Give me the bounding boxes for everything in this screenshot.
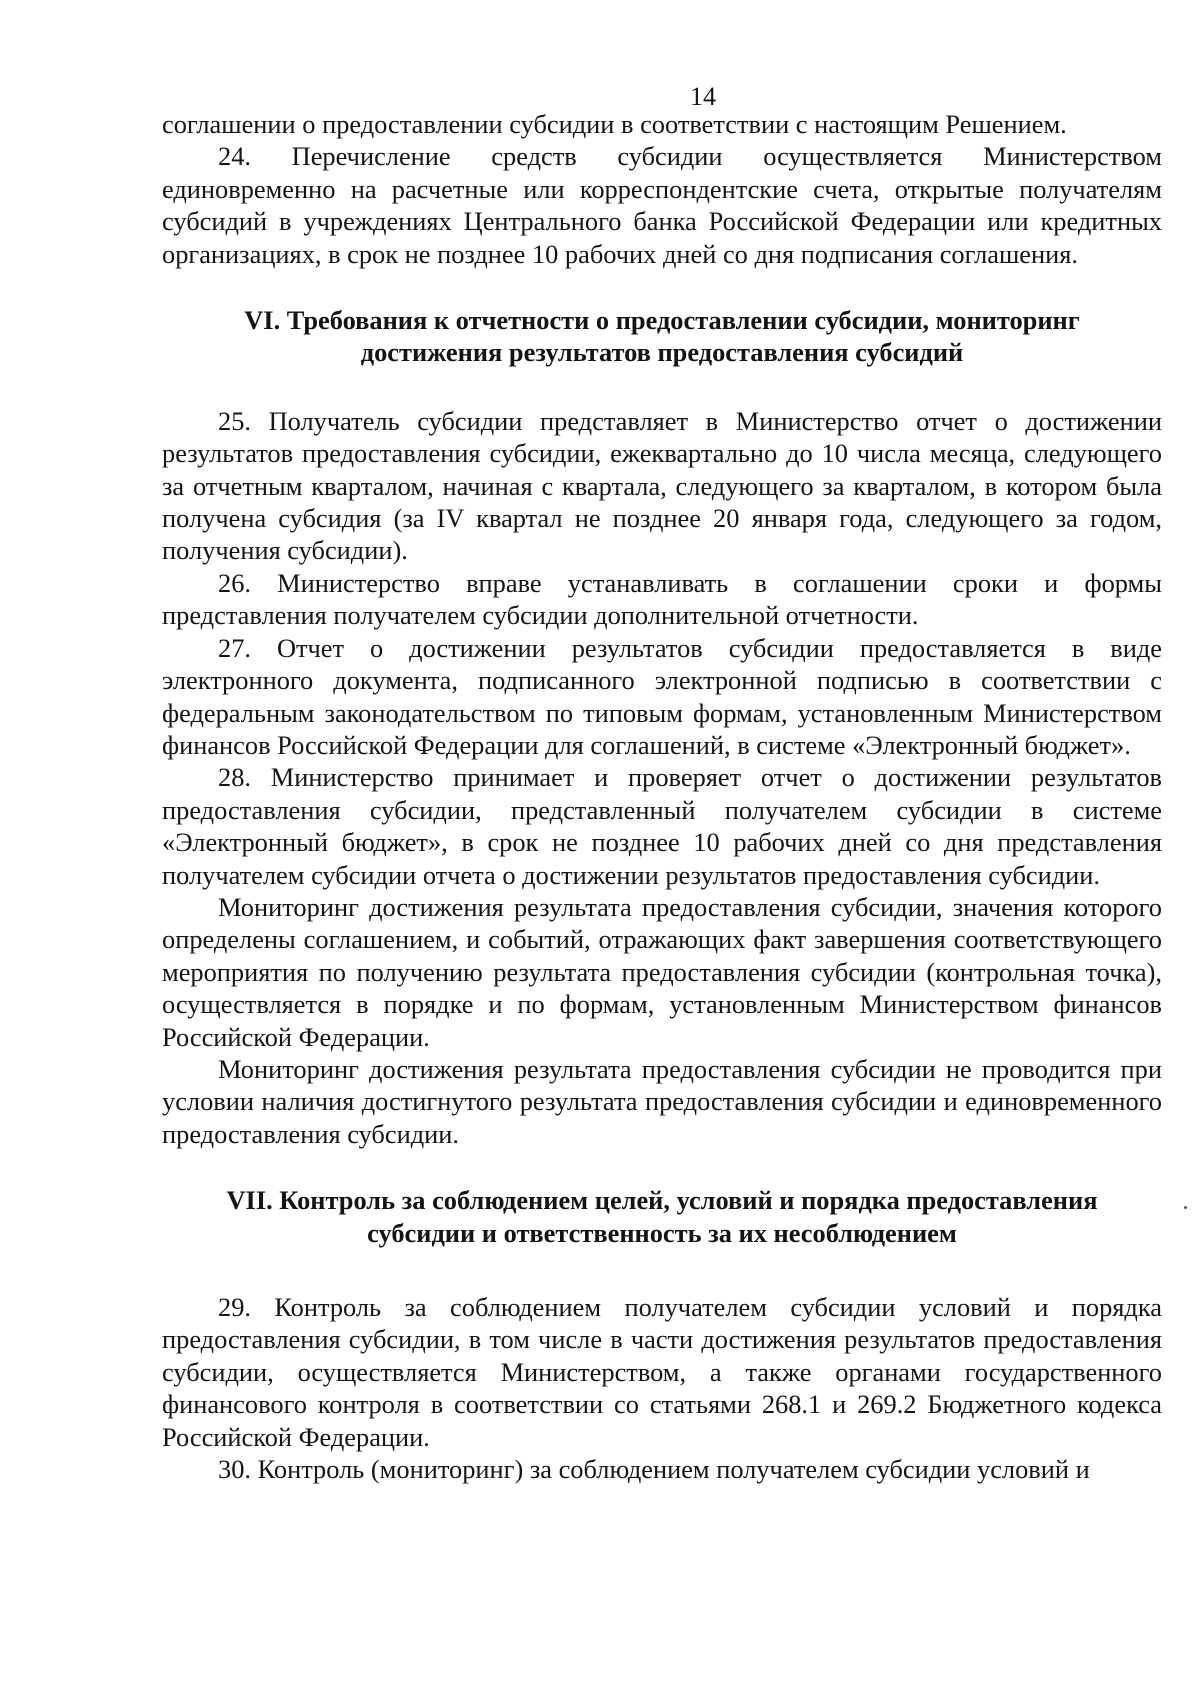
paragraph-29: 29. Контроль за соблюдением получателем субсидии условий и порядка предоставления субсидии, в том числе в части достижения результатов предоставления субсидии, осуществляется Министерством, а также органами государственного финансового контроля в соответствии со статьями 268.1 и 269.2 Бюджетного кодекса Российской Федерации. — [162, 1292, 1162, 1452]
paragraph-28: 28. Министерство принимает и проверяет отчет о достижении результатов предоставления субсидии, представленный получателем субсидии в системе «Электронный бюджет», в срок не позднее 10 рабочих дней со дня представления получателем субсидии отчета о достижении результатов предоставления субсидии. — [162, 762, 1162, 890]
section-6-heading-line-2: достижения результатов предоставления субсидий — [360, 337, 964, 368]
spacer — [162, 369, 1162, 405]
spacer — [162, 270, 1162, 304]
paragraph-27: 27. Отчет о достижении результатов субсидии предоставляется в виде электронного документа, подписанного электронной подписью в соответствии с федеральным законодательством по типовым формам, установленным Министерством финансов Российской Федерации для соглашений, в системе «Электронный бюджет». — [162, 632, 1162, 760]
page-number: 14 — [690, 82, 716, 111]
paragraph-monitoring-1: Мониторинг достижения результата предоставления субсидии, значения которого определены соглашением, и событий, отражающих факт завершения соответствующего мероприятия по получению результата предоставления субсидии (контрольная точка), осуществляется в порядке и по формам, установленным Министерством финансов Российской Федерации. — [162, 891, 1162, 1052]
paragraph-continuation: соглашении о предоставлении субсидии в соответствии с настоящим Решением. — [162, 109, 1067, 139]
spacer — [162, 1249, 1162, 1291]
spacer — [162, 1150, 1162, 1184]
paragraph-monitoring-2: Мониторинг достижения результата предоставления субсидии не проводится при условии наличия достигнутого результата предоставления субсидии и единовременного предоставления субсидии. — [162, 1053, 1162, 1149]
section-6-heading — [162, 304, 1162, 369]
paragraph-30: 30. Контроль (мониторинг) за соблюдением получателем субсидии условий и — [218, 1454, 1090, 1485]
section-6-heading-line-1: VI. Требования к отчетности о предоставлении субсидии, мониторинг — [244, 305, 1080, 336]
paragraph-24: 24. Перечисление средств субсидии осуществляется Министерством единовременно на расчетные или корреспондентские счета, открытые получателям субсидий в учреждениях Центрального банка Российской Федерации или кредитных организациях, в срок не позднее 10 рабочих дней со дня подписания соглашения. — [162, 141, 1162, 269]
scan-speck — [1184, 1206, 1187, 1209]
document-body — [162, 108, 1162, 1485]
section-7-heading-line-2: субсидии и ответственность за их несоблюдением — [367, 1217, 957, 1248]
paragraph-25: 25. Получатель субсидии представляет в Министерство отчет о достижении результатов предоставления субсидии, ежеквартально до 10 числа месяца, следующего за отчетным кварталом, начиная с квартала, следующего за кварталом, в котором была получена субсидия (за IV квартал не позднее 20 января года, следующего за годом, получения субсидии). — [162, 405, 1162, 566]
section-7-heading-line-1: VII. Контроль за соблюдением целей, условий и порядка предоставления — [226, 1185, 1098, 1216]
section-7-heading — [162, 1184, 1162, 1249]
paragraph-26: 26. Министерство вправе устанавливать в соглашении сроки и формы представления получателем субсидии дополнительной отчетности. — [162, 567, 1162, 631]
